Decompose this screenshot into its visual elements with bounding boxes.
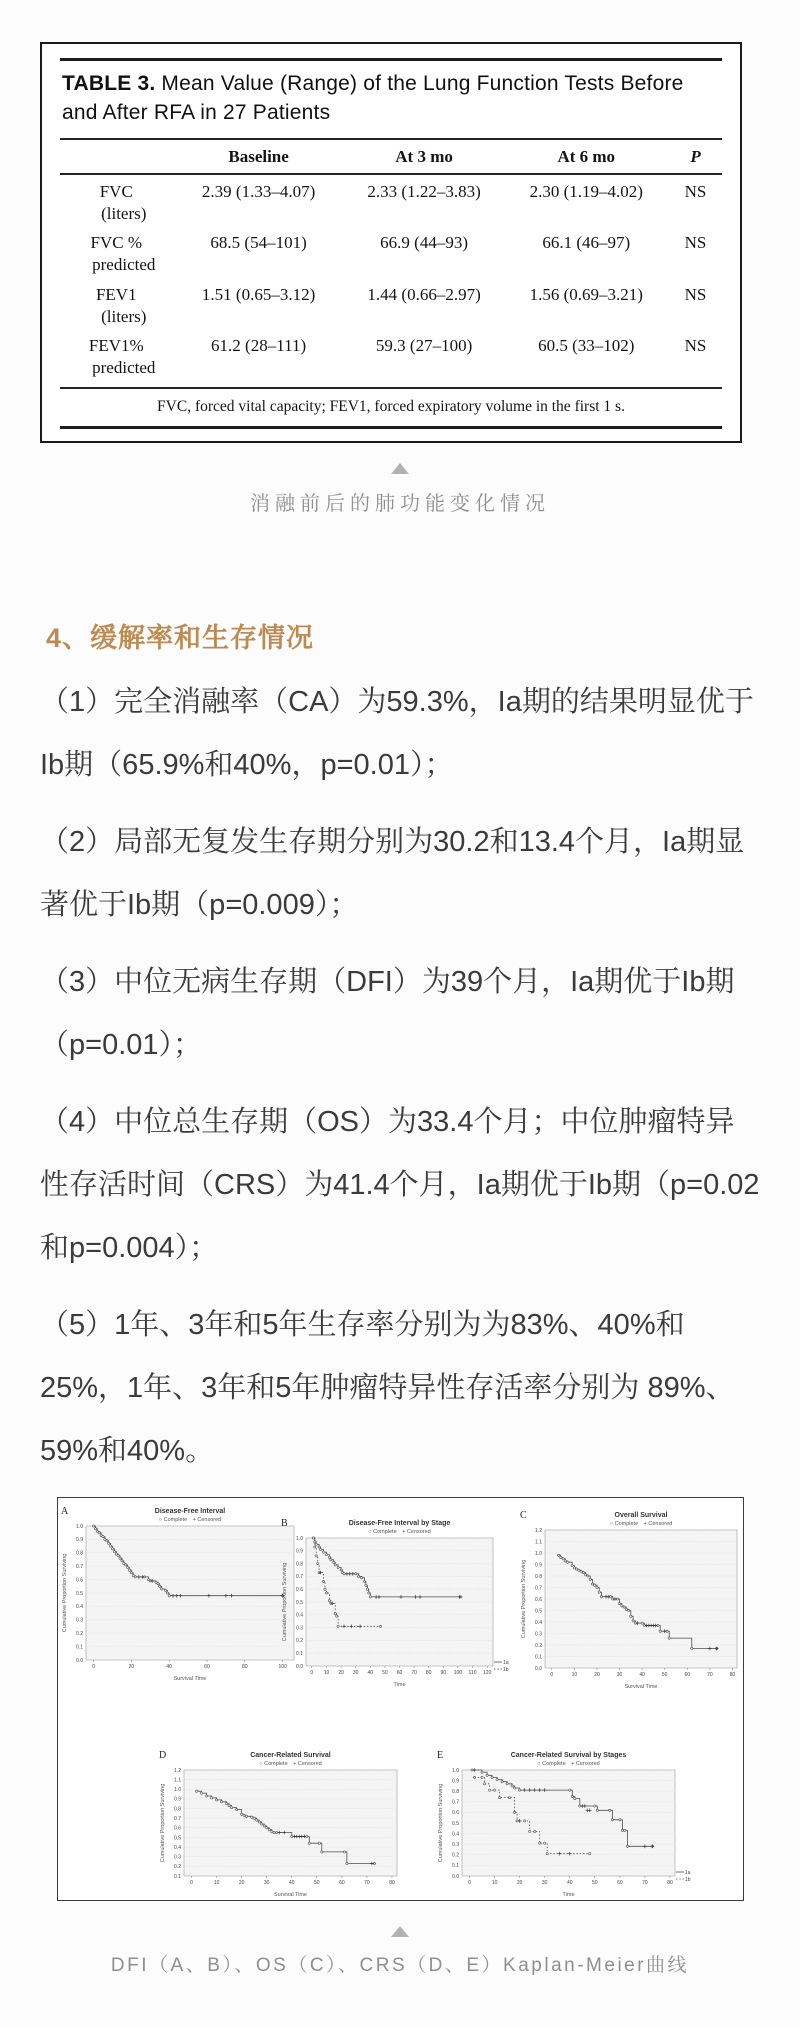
svg-text:0.2: 0.2 [535, 1642, 542, 1649]
svg-text:10: 10 [571, 1671, 578, 1678]
cell-at3mo: 59.3 (27–100) [375, 336, 473, 356]
svg-text:D: D [159, 1749, 167, 1761]
svg-text:0.2: 0.2 [174, 1864, 181, 1871]
header-baseline: Baseline [228, 146, 289, 166]
svg-text:1.0: 1.0 [76, 1523, 83, 1530]
svg-text:40: 40 [367, 1669, 374, 1676]
row-label: FVC (liters) [99, 181, 147, 223]
svg-text:40: 40 [166, 1663, 172, 1670]
paragraph-4: （4）中位总生存期（OS）为33.4个月；中位肿瘤特异性存活时间（CRS）为41.4个月，Ia期优于Ib期（p=0.02和p=0.004）； [40, 1105, 760, 1264]
paragraph-1: （1）完全消融率（CA）为59.3%，Ia期的结果明显优于Ib期（65.9%和40%，p=0.01）； [40, 685, 754, 781]
cell-p: NS [684, 181, 707, 201]
triangle-up-icon [391, 463, 409, 474]
table-footnote: FVC, forced vital capacity; FEV1, forced expiratory volume in the first 1 s. [157, 397, 625, 415]
svg-text:0.8: 0.8 [296, 1561, 303, 1568]
triangle-up-icon [391, 1926, 409, 1937]
svg-text:Cumulative Proportion Survivin: Cumulative Proportion Surviving [521, 1559, 527, 1639]
svg-text:0.3: 0.3 [452, 1841, 459, 1848]
chart-cancer-related-survival [158, 1748, 403, 1898]
svg-text:0.4: 0.4 [174, 1844, 181, 1851]
svg-text:○ Complete + Censored: ○ Complete + Censored [368, 1528, 431, 1535]
svg-text:1b: 1b [503, 1666, 509, 1673]
svg-text:60: 60 [396, 1669, 403, 1676]
svg-text:0: 0 [310, 1669, 314, 1676]
row-label: FVC % predicted [90, 233, 156, 275]
article-page [0, 42, 800, 2028]
svg-text:0.3: 0.3 [296, 1625, 303, 1632]
cell-p: NS [684, 233, 707, 253]
svg-text:100: 100 [278, 1663, 287, 1670]
table-title-text: Mean Value (Range) of the Lung Function Tests Before and After RFA in 27 Patients [62, 72, 684, 124]
table-title [62, 70, 720, 128]
svg-text:0.7: 0.7 [452, 1799, 459, 1806]
chart-overall-survival [519, 1508, 743, 1690]
svg-text:Survival Time: Survival Time [624, 1683, 658, 1690]
svg-text:0.3: 0.3 [174, 1854, 181, 1861]
svg-text:60: 60 [204, 1663, 210, 1670]
svg-text:40: 40 [639, 1671, 645, 1678]
paragraph-3: （3）中位无病生存期（DFI）为39个月，Ia期优于Ib期（p=0.01）； [40, 965, 735, 1061]
svg-text:0.7: 0.7 [174, 1815, 181, 1822]
svg-text:70: 70 [411, 1669, 417, 1676]
svg-text:30: 30 [352, 1669, 359, 1676]
header-empty [60, 140, 173, 173]
cell-at6mo: 60.5 (33–102) [538, 336, 635, 356]
svg-text:0.6: 0.6 [535, 1596, 542, 1603]
svg-text:Cumulative Proportion Survivin: Cumulative Proportion Surviving [438, 1783, 444, 1863]
svg-text:1.0: 1.0 [174, 1787, 181, 1794]
svg-text:30: 30 [616, 1671, 623, 1678]
table-caption-block [0, 463, 800, 516]
svg-text:0.1: 0.1 [76, 1644, 83, 1651]
cell-p: NS [684, 336, 707, 356]
svg-text:1a: 1a [685, 1869, 691, 1876]
svg-text:Time: Time [562, 1891, 575, 1898]
svg-text:Survival Time: Survival Time [273, 1891, 308, 1898]
svg-text:1a: 1a [503, 1659, 509, 1666]
svg-text:0.0: 0.0 [76, 1657, 83, 1664]
km-chart-svg [280, 1516, 510, 1688]
svg-text:Disease-Free Interval: Disease-Free Interval [154, 1507, 226, 1515]
table-row [60, 226, 722, 278]
svg-text:0.7: 0.7 [535, 1585, 542, 1592]
svg-text:Cancer-Related Survival by Sta: Cancer-Related Survival by Stages [510, 1751, 627, 1759]
svg-text:1.2: 1.2 [535, 1527, 542, 1534]
header-at6mo: At 6 mo [557, 146, 616, 166]
svg-text:0.0: 0.0 [535, 1665, 542, 1672]
svg-text:○ Complete + Censored: ○ Complete + Censored [537, 1760, 600, 1767]
lung-function-table [40, 42, 742, 443]
svg-text:0.9: 0.9 [452, 1778, 459, 1785]
svg-text:20: 20 [338, 1669, 344, 1676]
figure-caption-block [0, 1926, 800, 1977]
svg-text:20: 20 [238, 1879, 245, 1886]
svg-text:Survival Time: Survival Time [173, 1675, 207, 1682]
cell-p: NS [684, 284, 707, 304]
km-chart-svg [436, 1748, 692, 1898]
svg-text:1b: 1b [685, 1876, 691, 1883]
svg-text:1.1: 1.1 [535, 1539, 542, 1546]
svg-text:0.3: 0.3 [535, 1631, 542, 1638]
svg-text:1.0: 1.0 [535, 1550, 542, 1557]
svg-text:0.1: 0.1 [296, 1650, 303, 1657]
svg-text:0.9: 0.9 [296, 1548, 303, 1555]
svg-text:0.6: 0.6 [76, 1577, 83, 1584]
svg-text:0.1: 0.1 [452, 1863, 459, 1870]
cell-at3mo: 66.9 (44–93) [380, 233, 468, 253]
svg-text:Cumulative Proportion Survivin: Cumulative Proportion Surviving [282, 1562, 288, 1642]
cell-baseline: 2.39 (1.33–4.07) [201, 181, 316, 201]
svg-text:50: 50 [382, 1669, 388, 1676]
svg-text:20: 20 [128, 1663, 135, 1670]
svg-text:80: 80 [425, 1669, 432, 1676]
svg-text:E: E [437, 1749, 444, 1761]
svg-text:70: 70 [642, 1879, 648, 1886]
svg-text:0.1: 0.1 [174, 1873, 181, 1880]
svg-text:0.9: 0.9 [76, 1537, 83, 1544]
svg-text:40: 40 [567, 1879, 573, 1886]
svg-text:○ Complete + Censored: ○ Complete + Censored [158, 1516, 222, 1523]
cell-at3mo: 1.44 (0.66–2.97) [367, 284, 481, 304]
svg-text:0.2: 0.2 [76, 1630, 83, 1637]
svg-text:0.5: 0.5 [76, 1590, 83, 1597]
cell-baseline: 68.5 (54–101) [210, 233, 307, 253]
svg-text:0.6: 0.6 [174, 1825, 181, 1832]
table-grid [60, 140, 722, 381]
svg-text:60: 60 [339, 1879, 345, 1886]
svg-text:80: 80 [729, 1671, 736, 1678]
svg-text:B: B [281, 1517, 288, 1529]
paragraph-5: （5）1年、3年和5年生存率分别为为83%、40%和25%，1年、3年和5年肿瘤特异性存活率分别为 89%、59%和40%。 [40, 1308, 735, 1467]
chart-disease-free-interval-by-stage [280, 1516, 510, 1688]
svg-text:80: 80 [242, 1663, 248, 1670]
svg-text:20: 20 [516, 1879, 523, 1886]
svg-text:A: A [61, 1505, 69, 1517]
svg-text:10: 10 [323, 1669, 330, 1676]
svg-text:0.9: 0.9 [174, 1796, 181, 1803]
svg-text:0.7: 0.7 [76, 1563, 83, 1570]
svg-text:0.4: 0.4 [535, 1619, 542, 1626]
svg-text:10: 10 [491, 1879, 498, 1886]
table-header-row [60, 140, 722, 173]
svg-text:0.5: 0.5 [174, 1835, 181, 1842]
svg-text:0.4: 0.4 [452, 1831, 459, 1838]
svg-text:0.2: 0.2 [296, 1638, 303, 1645]
svg-text:0: 0 [92, 1663, 95, 1670]
svg-text:0.6: 0.6 [296, 1586, 303, 1593]
svg-text:30: 30 [541, 1879, 548, 1886]
svg-text:0: 0 [468, 1879, 471, 1886]
header-p: P [690, 146, 701, 166]
svg-text:50: 50 [661, 1671, 668, 1678]
svg-text:90: 90 [440, 1669, 447, 1676]
cell-at3mo: 2.33 (1.22–3.83) [367, 181, 481, 201]
cell-at6mo: 1.56 (0.69–3.21) [529, 284, 643, 304]
kaplan-meier-figure [57, 1497, 744, 1901]
svg-text:0.2: 0.2 [452, 1852, 459, 1859]
svg-text:10: 10 [213, 1879, 220, 1886]
svg-text:0.5: 0.5 [535, 1608, 542, 1615]
svg-text:1.0: 1.0 [296, 1535, 303, 1542]
svg-text:100: 100 [453, 1669, 463, 1676]
cell-at6mo: 2.30 (1.19–4.02) [529, 181, 643, 201]
svg-text:0.5: 0.5 [296, 1599, 303, 1606]
svg-text:70: 70 [364, 1879, 370, 1886]
svg-text:60: 60 [617, 1879, 623, 1886]
svg-text:○ Complete + Censored: ○ Complete + Censored [259, 1760, 322, 1767]
cell-at6mo: 66.1 (46–97) [542, 233, 631, 253]
table-bottom-rule [60, 426, 722, 429]
svg-text:80: 80 [667, 1879, 673, 1886]
svg-text:0.1: 0.1 [535, 1654, 542, 1661]
svg-text:70: 70 [707, 1671, 713, 1678]
km-chart-svg [519, 1508, 743, 1690]
svg-text:0.8: 0.8 [174, 1806, 181, 1813]
row-label: FEV1% predicted [88, 336, 156, 378]
svg-text:0.7: 0.7 [296, 1574, 303, 1581]
table-row [60, 329, 722, 381]
svg-text:Time: Time [393, 1681, 406, 1688]
table-top-rule [60, 58, 722, 61]
svg-text:0.9: 0.9 [535, 1562, 542, 1569]
svg-text:1.0: 1.0 [452, 1767, 459, 1774]
svg-text:0.8: 0.8 [76, 1550, 83, 1557]
table-row [60, 278, 722, 330]
svg-text:120: 120 [483, 1669, 492, 1676]
svg-text:1.1: 1.1 [174, 1777, 181, 1784]
km-chart-svg [60, 1504, 300, 1682]
table-caption: 消融前后的肺功能变化情况 [250, 492, 550, 515]
svg-text:Overall Survival: Overall Survival [614, 1511, 668, 1519]
svg-text:110: 110 [468, 1669, 477, 1676]
svg-text:0.3: 0.3 [76, 1617, 83, 1624]
table-title-prefix: TABLE 3. [62, 72, 156, 95]
svg-text:0.4: 0.4 [76, 1604, 83, 1611]
cell-baseline: 61.2 (28–111) [211, 336, 307, 356]
section-body [40, 671, 762, 1483]
figure-caption: DFI（A、B）、OS（C）、CRS（D、E）Kaplan-Meier曲线 [110, 1954, 690, 1976]
svg-text:1.2: 1.2 [174, 1767, 181, 1774]
svg-text:Cancer-Related Survival: Cancer-Related Survival [250, 1751, 331, 1759]
svg-text:C: C [520, 1509, 527, 1521]
chart-disease-free-interval [60, 1504, 300, 1682]
paragraph-2: （2）局部无复发生存期分别为30.2和13.4个月，Ia期显著优于Ib期（p=0.009）； [40, 825, 745, 921]
svg-text:40: 40 [289, 1879, 295, 1886]
header-at3mo: At 3 mo [395, 146, 453, 166]
svg-text:○ Complete + Censored: ○ Complete + Censored [609, 1520, 673, 1527]
svg-text:60: 60 [684, 1671, 691, 1678]
row-label: FEV1 (liters) [95, 284, 147, 326]
svg-text:0.8: 0.8 [535, 1573, 542, 1580]
svg-text:50: 50 [592, 1879, 598, 1886]
svg-text:50: 50 [314, 1879, 320, 1886]
table-row [60, 175, 722, 227]
svg-text:0.6: 0.6 [452, 1810, 459, 1817]
svg-text:0.5: 0.5 [452, 1820, 459, 1827]
svg-text:Disease-Free Interval by Stage: Disease-Free Interval by Stage [348, 1519, 451, 1527]
cell-baseline: 1.51 (0.65–3.12) [201, 284, 316, 304]
svg-text:30: 30 [263, 1879, 270, 1886]
svg-text:0: 0 [550, 1671, 554, 1678]
svg-text:Cumulative Proportion Survivin: Cumulative Proportion Surviving [160, 1783, 166, 1863]
svg-text:Cumulative Proportion Survivin: Cumulative Proportion Surviving [62, 1553, 68, 1633]
svg-text:0: 0 [190, 1879, 193, 1886]
section-heading: 4、缓解率和生存情况 [46, 622, 315, 653]
km-chart-svg [158, 1748, 403, 1898]
svg-text:0.8: 0.8 [452, 1788, 459, 1795]
chart-cancer-related-survival-by-stages [436, 1748, 692, 1898]
svg-text:20: 20 [594, 1671, 600, 1678]
svg-text:0.0: 0.0 [296, 1663, 303, 1670]
svg-text:0.0: 0.0 [452, 1873, 459, 1880]
svg-text:0.4: 0.4 [296, 1612, 303, 1619]
svg-text:80: 80 [389, 1879, 395, 1886]
